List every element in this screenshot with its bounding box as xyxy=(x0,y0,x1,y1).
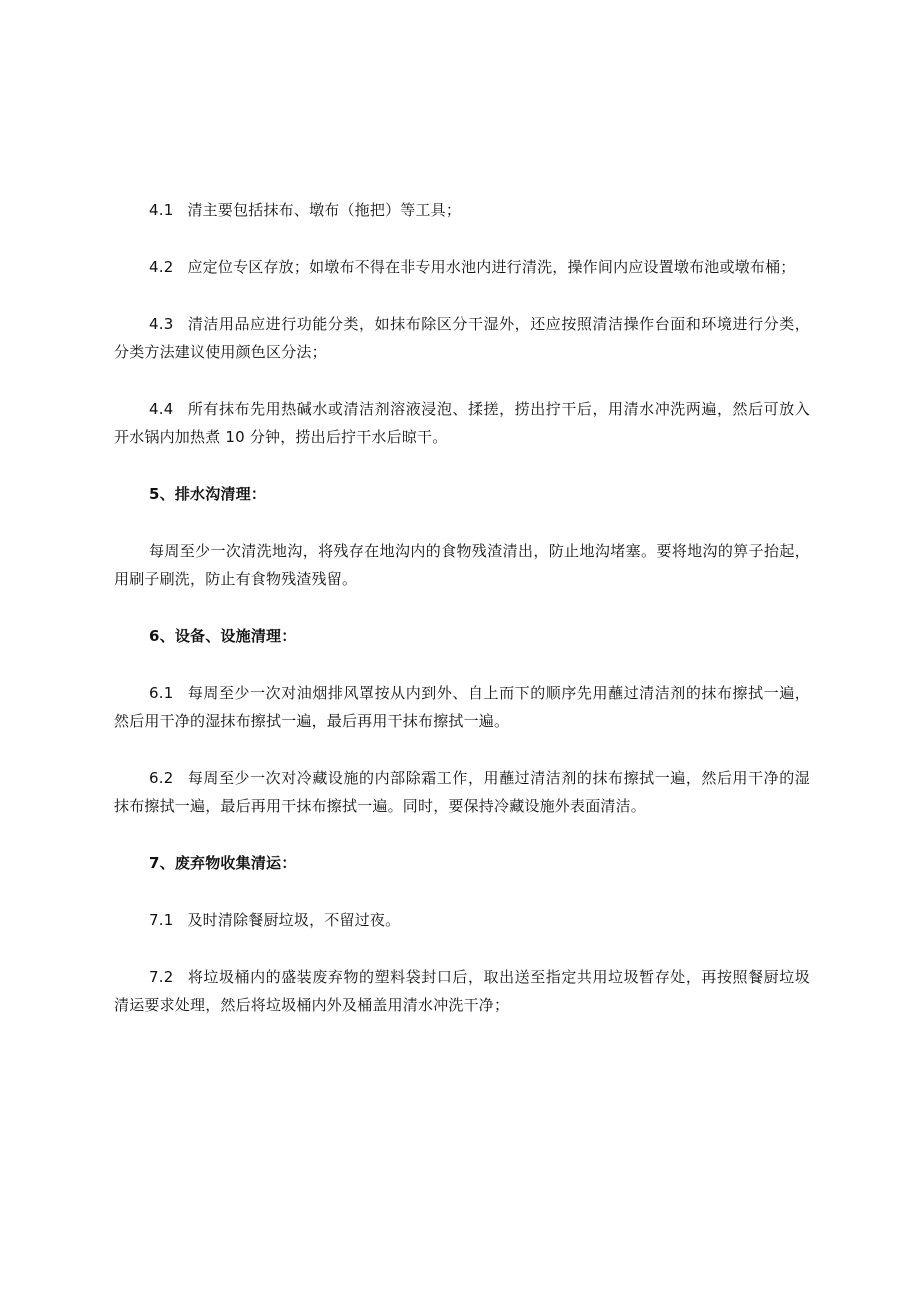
section-heading-equipment: 6、设备、设施清理： xyxy=(149,627,297,645)
paragraph-6-2 xyxy=(114,764,810,820)
paragraph-4-1 xyxy=(114,196,810,224)
item-number: 4.4 xyxy=(149,400,174,418)
paragraph-7-1 xyxy=(114,906,810,934)
item-text: 应定位专区存放；如墩布不得在非专用水池内进行清洗，操作间内应设置墩布池或墩布桶； xyxy=(187,258,796,276)
item-text: 清主要包括抹布、墩布（拖把）等工具； xyxy=(187,201,462,219)
paragraph-7-2 xyxy=(114,963,810,1019)
item-number: 4.2 xyxy=(149,258,174,276)
paragraph-6-1 xyxy=(114,679,810,735)
item-text: 及时清除餐厨垃圾，不留过夜。 xyxy=(187,911,401,929)
paragraph-4-4 xyxy=(114,395,810,451)
section-heading-drain: 5、排水沟清理： xyxy=(149,485,267,503)
item-text: 将垃圾桶内的盛装废弃物的塑料袋封口后，取出送至指定共用垃圾暂存处，再按照餐厨垃圾清运要求处理，然后将垃圾桶内外及桶盖用清水冲洗干净； xyxy=(114,968,810,1014)
section-heading-waste: 7、废弃物收集清运： xyxy=(149,854,297,872)
document-body xyxy=(114,196,810,1048)
item-text: 清洁用品应进行功能分类，如抹布除区分干湿外，还应按照清洁操作台面和环境进行分类，分类方法建议使用颜色区分法； xyxy=(114,315,810,361)
item-text: 每周至少一次对冷藏设施的内部除霜工作，用蘸过清洁剂的抹布擦拭一遍，然后用干净的湿抹布擦拭一遍，最后再用干抹布擦拭一遍。同时，要保持冷藏设施外表面清洁。 xyxy=(114,769,810,815)
item-number: 4.3 xyxy=(149,315,174,333)
paragraph-4-3 xyxy=(114,310,810,366)
item-number: 6.1 xyxy=(149,684,174,702)
item-number: 7.2 xyxy=(149,968,174,986)
paragraph-drain: 每周至少一次清洗地沟，将残存在地沟内的食物残渣清出，防止地沟堵塞。要将地沟的箅子抬起，用刷子刷洗，防止有食物残渣残留。 xyxy=(114,542,810,588)
item-text: 所有抹布先用热碱水或清洁剂溶液浸泡、揉搓，捞出拧干后，用清水冲洗两遍，然后可放入开水锅内加热煮 10 分钟，捞出后拧干水后晾干。 xyxy=(114,400,810,446)
item-number: 7.1 xyxy=(149,911,174,929)
item-text: 每周至少一次对油烟排风罩按从内到外、自上而下的顺序先用蘸过清洁剂的抹布擦拭一遍，然后用干净的湿抹布擦拭一遍，最后再用干抹布擦拭一遍。 xyxy=(114,684,810,730)
paragraph-4-2 xyxy=(114,253,810,281)
item-number: 4.1 xyxy=(149,201,174,219)
item-number: 6.2 xyxy=(149,769,174,787)
